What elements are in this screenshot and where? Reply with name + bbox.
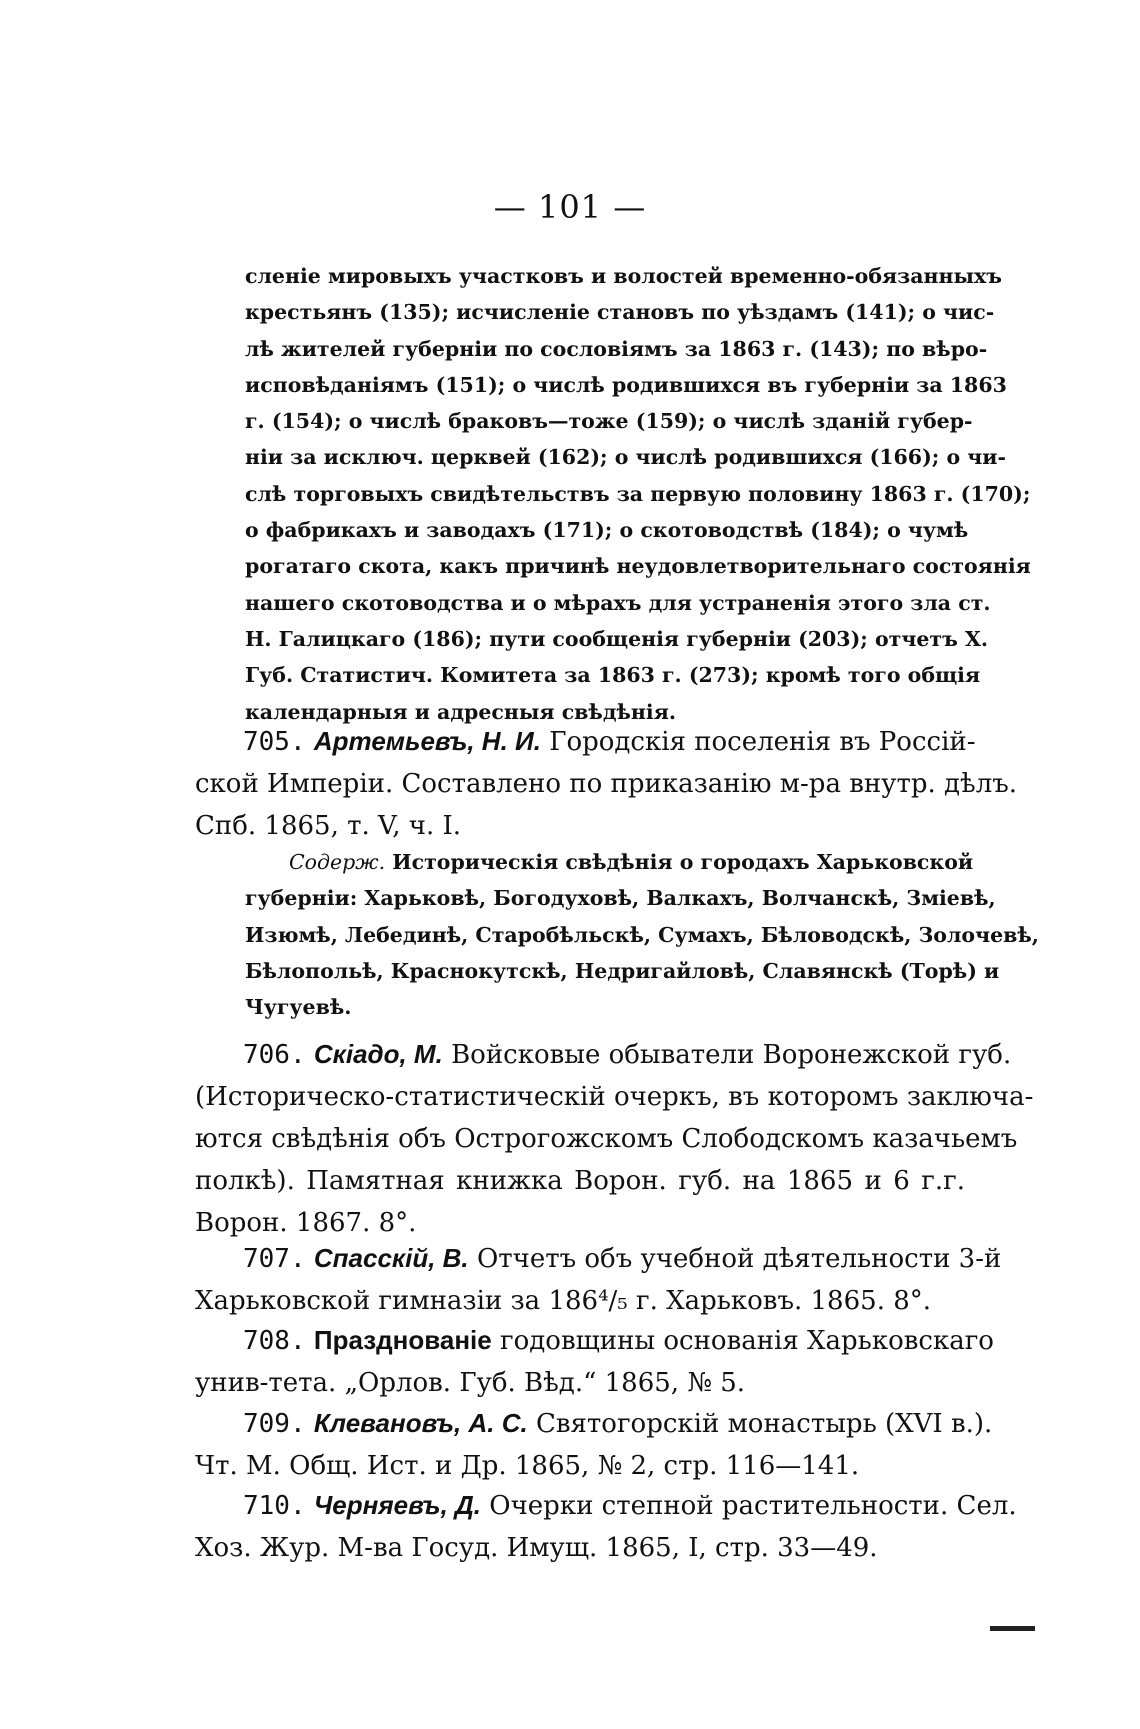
entry-text: ской Имперіи. Составлено по приказанію м-ра внутр. дѣлъ. <box>195 769 1018 799</box>
entry-first-line <box>195 1033 1012 1076</box>
entry-text: Спб. 1865, т. V, ч. I. <box>195 811 462 841</box>
entry-text: унив-тета. „Орлов. Губ. Вѣд.“ 1865, № 5. <box>195 1368 746 1398</box>
text-line: нашего скотоводства и о мѣрахъ для устраненія этого зла ст. <box>245 590 991 615</box>
entry-number: 710. <box>243 1491 306 1521</box>
entry-text: Святогорскій монастырь (XVI в.). <box>535 1409 993 1439</box>
text-line: исповѣданіямъ (151); о числѣ родившихся въ губерніи за 1863 <box>245 372 1007 397</box>
entry-number: 708. <box>243 1326 306 1356</box>
text-line: лѣ жителей губерніи по сословіямъ за 1863 г. (143); по вѣро- <box>245 336 988 361</box>
text-line: слѣ торговыхъ свидѣтельствъ за первую половину 1863 г. (170); <box>245 481 1031 506</box>
entry-708 <box>195 1319 994 1404</box>
entry-text: Городскія поселенія въ Россій- <box>549 727 976 757</box>
entry-text: ются свѣдѣнія объ Острогожскомъ Слободскомъ казачьемъ <box>195 1124 1018 1154</box>
entry-first-line <box>195 1402 993 1445</box>
text-line: крестьянъ (135); исчисленіе становъ по уѣздамъ (141); о чис- <box>245 300 995 325</box>
note-text: Изюмѣ, Лебединѣ, Старобѣльскѣ, Сумахъ, Бѣловодскѣ, Золочевѣ, <box>245 922 1039 947</box>
entry-first-line <box>195 1484 1017 1527</box>
entry-text: Очерки степной растительности. Сел. <box>489 1491 1017 1521</box>
entry-first-line <box>195 720 976 763</box>
text-line: Н. Галицкаго (186); пути сообщенія губерніи (203); отчетъ Х. <box>245 626 989 651</box>
text-line: Губ. Статистич. Комитета за 1863 г. (273); кромѣ того общія <box>245 663 981 688</box>
note-text: Бѣлопольѣ, Краснокутскѣ, Недригайловѣ, Славянскѣ (Торѣ) и <box>245 958 1000 983</box>
entry-text: Войсковые обыватели Воронежской губ. <box>451 1040 1012 1070</box>
entry-709 <box>195 1402 993 1487</box>
contents-note <box>245 844 1039 1025</box>
note-label: Содерж. <box>289 850 386 874</box>
entry-text: Чт. М. Общ. Ист. и Др. 1865, № 2, стр. 116—141. <box>195 1451 860 1481</box>
entry-710 <box>195 1484 1017 1569</box>
note-text: Историческія свѣдѣнія о городахъ Харьковской <box>392 850 974 874</box>
entry-author: Спасскій, В. <box>313 1243 469 1273</box>
page-number: — 101 — <box>493 188 647 226</box>
entry-707 <box>195 1237 1002 1322</box>
entry-first-line <box>195 1319 994 1362</box>
note-first-line <box>245 844 974 880</box>
note-text: Чугуевѣ. <box>245 995 352 1020</box>
entry-author: Клевановъ, А. С. <box>313 1408 528 1438</box>
entry-705 <box>195 720 1018 847</box>
text-line: о фабрикахъ и заводахъ (171); о скотоводствѣ (184); о чумѣ <box>245 518 969 543</box>
entry-number: 707. <box>243 1244 306 1274</box>
continuation-paragraph <box>245 258 1031 730</box>
entry-number: 705. <box>243 727 306 757</box>
entry-author: Скіадо, М. <box>313 1039 443 1069</box>
entry-first-line <box>195 1237 1002 1280</box>
text-line: рогатаго скота, какъ причинѣ неудовлетворительнаго состоянія <box>245 554 1031 579</box>
entry-text: Харьковской гимназіи за 186⁴/₅ г. Харьковъ. 1865. 8°. <box>195 1286 932 1316</box>
entry-text: годовщины основанія Харьковскаго <box>500 1326 994 1356</box>
entry-number: 709. <box>243 1409 306 1439</box>
entry-author: Празднованіе <box>313 1325 492 1355</box>
entry-text: полкѣ). Памятная книжка Ворон. губ. на 1865 и 6 г.г. <box>195 1166 965 1196</box>
entry-author: Черняевъ, Д. <box>313 1490 482 1520</box>
text-line: календарныя и адресныя свѣдѣнія. <box>245 699 676 724</box>
entry-text: (Историческо-статистическій очеркъ, въ которомъ заключа- <box>195 1082 1034 1112</box>
entry-text: Хоз. Жур. М-ва Госуд. Имущ. 1865, I, стр. 33—49. <box>195 1533 878 1563</box>
text-line: сленіе мировыхъ участковъ и волостей временно-обязанныхъ <box>245 264 1003 288</box>
entry-number: 706. <box>243 1040 306 1070</box>
text-line: г. (154); о числѣ браковъ—тоже (159); о числѣ зданій губер- <box>245 409 973 434</box>
entry-706 <box>195 1033 1034 1244</box>
note-text: губерніи: Харьковѣ, Богодуховѣ, Валкахъ, Волчанскѣ, Зміевѣ, <box>245 886 996 911</box>
entry-text: Ворон. 1867. 8°. <box>195 1208 417 1238</box>
text-line: ніи за исключ. церквей (162); о числѣ родившихся (166); о чи- <box>245 445 1007 470</box>
entry-author: Артемьевъ, Н. И. <box>313 726 541 756</box>
end-ornament <box>990 1626 1035 1631</box>
entry-text: Отчетъ объ учебной дѣятельности 3-й <box>476 1244 1002 1274</box>
